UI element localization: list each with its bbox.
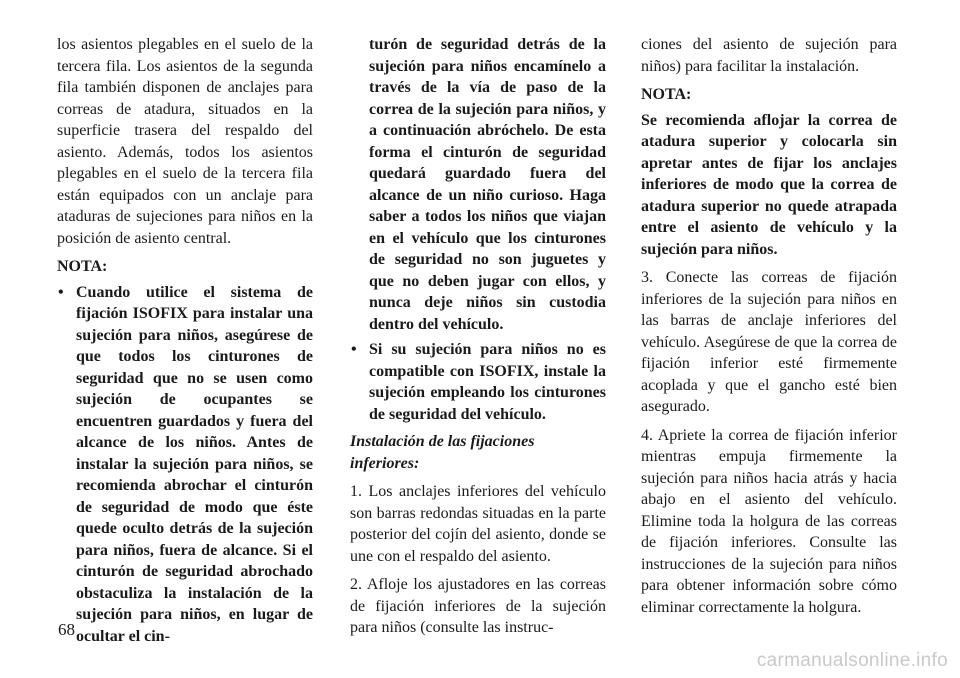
list-item <box>350 339 606 425</box>
bullet-text: Cuando utilice el sistema de fijación ISOFIX para instalar una sujeción para niños, asegúrese de que todos los cinturones de seguridad que no se usen como sujeción de ocupantes se encuentren guardados y fuera del alcance de los niños. Antes de instalar la sujeción para niños, se recomienda abrochar el cinturón de seguridad de modo que éste quede oculto detrás de la sujeción para niños, fuera de alcance. Si el cinturón de seguridad abrochado obstaculiza la instalación de la sujeción para niños, en lugar de ocultar el cin- <box>76 283 313 645</box>
bullet-list <box>57 282 313 648</box>
step-paragraph: 2. Afloje los ajustadores en las correas de fijación inferiores de la sujeción para niños (consulte las instruc- <box>350 576 606 636</box>
column-right <box>641 34 897 625</box>
step-paragraph: 1. Los anclajes inferiores del vehículo son barras redondas situadas en la parte posterior del cojín del asiento, donde se une con el respaldo del asiento. <box>350 483 606 565</box>
note-text: Se recomienda aflojar la correa de atadura superior y colocarla sin apretar antes de fijar los anclajes inferiores de modo que la correa de atadura superior no quede atrapada entre el asiento de vehículo y la sujeción para niños. <box>641 111 897 258</box>
body-paragraph: los asientos plegables en el suelo de la tercera fila. Los asientos de la segunda fila también disponen de anclajes para correas de atadura, situados en la superficie trasera del respaldo del asiento. Además, todos los asientos plegables en el suelo de la tercera fila están equipados con un anclaje para ataduras de sujeciones para niños en la posición de asiento central. <box>57 36 313 247</box>
step-paragraph: 4. Apriete la correa de fijación inferior mientras empuja firmemente la sujeción para niños hacia atrás y hacia abajo en el asiento del vehículo. Elimine toda la holgura de las correas de fijación inferiores. Consulte las instrucciones de la sujeción para niños para obtener información sobre cómo eliminar correctamente la holgura. <box>641 426 897 616</box>
bullet-list <box>350 339 606 425</box>
column-left <box>57 34 313 653</box>
bullet-text: Si su sujeción para niños no es compatible con ISOFIX, instale la sujeción empleando los cinturones de seguridad del vehículo. <box>369 341 606 423</box>
bullet-icon: • <box>351 341 357 358</box>
page-number: 68 <box>58 620 75 639</box>
note-label: NOTA: <box>57 258 108 275</box>
column-middle <box>350 34 606 646</box>
watermark: carmanualsonline.info <box>756 650 948 671</box>
section-heading: Instalación de las fijaciones inferiores: <box>350 433 535 472</box>
bullet-icon: • <box>58 283 64 301</box>
list-item <box>57 282 313 648</box>
step-continuation: ciones del asiento de sujeción para niños) para facilitar la instalación. <box>641 36 897 75</box>
step-paragraph: 3. Conecte las correas de fijación inferiores de la sujeción para niños en las barras de anclaje inferiores del vehículo. Asegúrese de que la correa de fijación inferior esté firmemente acoplada y que el gancho esté bien asegurado. <box>641 269 897 415</box>
note-label: NOTA: <box>641 86 692 103</box>
bullet-continuation: turón de seguridad detrás de la sujeción para niños encamínelo a través de la vía de paso de la correa de la sujeción para niños, y a continuación abróchelo. De esta forma el cinturón de seguridad quedará guardado fuera del alcance de un niño curioso. Haga saber a todos los niños que viajan en el vehículo que los cinturones de seguridad no son juguetes y que no deben jugar con ellos, y nunca deje niños sin custodia dentro del vehículo. <box>369 36 606 333</box>
